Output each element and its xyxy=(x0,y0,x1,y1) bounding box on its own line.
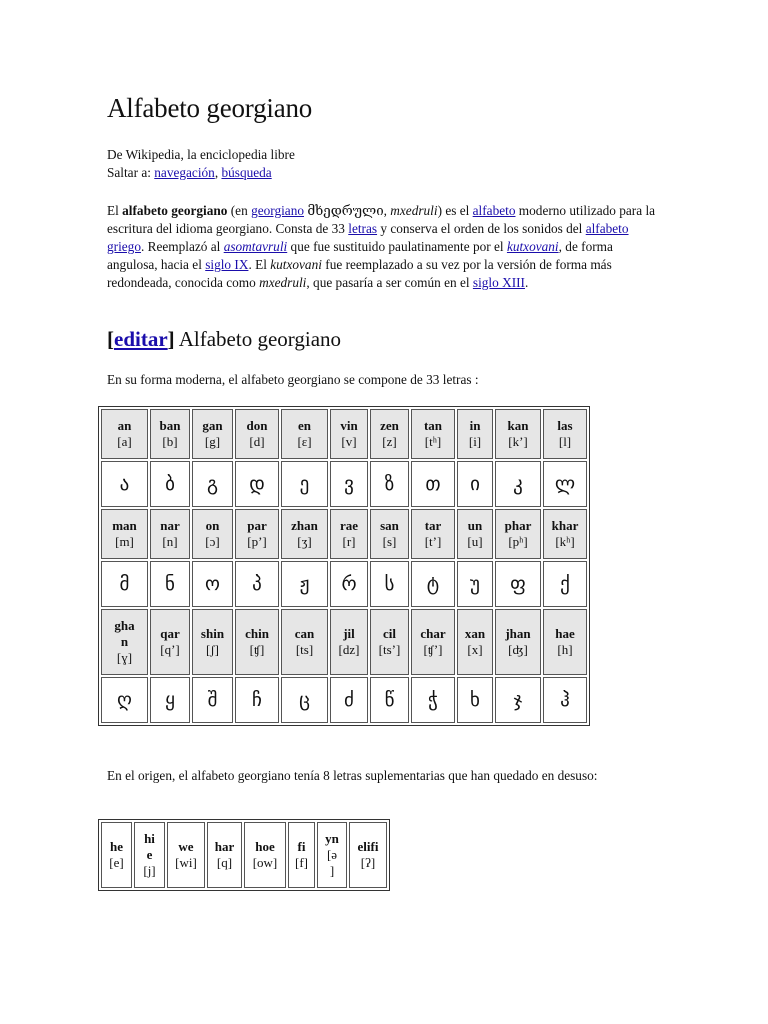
bracket-open: [ xyxy=(107,327,114,351)
section-heading xyxy=(107,327,341,352)
letter-header-cell xyxy=(543,409,587,459)
georgian-letter-glyph: რ xyxy=(330,561,368,607)
edit-section-link[interactable]: editar xyxy=(114,327,168,351)
georgian-letter-glyph: ყ xyxy=(150,677,190,723)
origin-paragraph: En el origen, el alfabeto georgiano tenía 8 letras suplementarias que han quedado en desuso: xyxy=(107,768,598,783)
intro-link[interactable]: siglo IX xyxy=(205,257,249,272)
letter-name: rae xyxy=(339,518,359,533)
intro-link[interactable]: georgiano xyxy=(251,203,304,218)
letter-name: elifi xyxy=(357,839,379,854)
page-title: Alfabeto georgiano xyxy=(107,93,313,123)
letter-ipa: [ʒ] xyxy=(297,534,312,549)
search-link[interactable]: búsqueda xyxy=(221,165,272,180)
georgian-letter-glyph: ვ xyxy=(330,461,368,507)
jump-separator: , xyxy=(214,165,222,180)
intro-italic-text: mxedruli xyxy=(259,275,307,290)
letter-header-cell xyxy=(235,509,279,559)
obsolete-letter-cell xyxy=(207,822,242,888)
letter-ipa: [g] xyxy=(204,434,221,449)
obsolete-letter-cell xyxy=(288,822,315,888)
georgian-letter-glyph: ჩ xyxy=(235,677,279,723)
georgian-letter-glyph: ს xyxy=(370,561,409,607)
letter-ipa: [ʃ] xyxy=(206,642,219,657)
intro-text: , de forma angulosa, hacia el xyxy=(107,239,613,272)
georgian-letter-glyph: გ xyxy=(192,461,233,507)
letter-name: par xyxy=(247,518,267,533)
letter-header-cell xyxy=(370,409,409,459)
letter-name: he xyxy=(110,839,123,854)
letter-name: qar xyxy=(160,626,180,641)
letter-name: xan xyxy=(464,626,486,641)
letter-header-cell xyxy=(101,609,148,675)
letter-header-cell xyxy=(457,509,493,559)
georgian-letter-glyph: წ xyxy=(370,677,409,723)
letter-header-cell xyxy=(150,609,190,675)
letter-name: nar xyxy=(160,518,180,533)
intro-link[interactable]: letras xyxy=(348,221,378,236)
georgian-letter-glyph: თ xyxy=(411,461,455,507)
letter-header-cell xyxy=(457,409,493,459)
table-row xyxy=(101,461,587,507)
jump-prefix: Saltar a: xyxy=(107,165,155,180)
letter-ipa: [ts] xyxy=(295,642,314,657)
table-row xyxy=(101,409,587,459)
intro-paragraph xyxy=(107,202,659,292)
letter-ipa: [kʼ] xyxy=(508,434,528,449)
letter-ipa: [tʰ] xyxy=(424,434,442,449)
letter-header-cell xyxy=(192,609,233,675)
section-heading-text: Alfabeto georgiano xyxy=(174,327,342,351)
georgian-letter-glyph: ქ xyxy=(543,561,587,607)
georgian-letter-glyph: ჯ xyxy=(495,677,541,723)
georgian-letter-glyph: ი xyxy=(457,461,493,507)
letter-header-cell xyxy=(411,609,455,675)
letter-name: en xyxy=(298,418,311,433)
site-tagline: De Wikipedia, la enciclopedia libre xyxy=(107,147,295,162)
letter-name: gan xyxy=(202,418,223,433)
letter-header-cell xyxy=(495,609,541,675)
letter-name: char xyxy=(420,626,446,641)
intro-link[interactable]: kutxovani xyxy=(506,239,559,254)
letter-name: in xyxy=(469,418,481,433)
letter-name: yn xyxy=(325,831,339,846)
intro-text: (en xyxy=(227,203,252,218)
letter-header-cell xyxy=(370,509,409,559)
georgian-letter-glyph: უ xyxy=(457,561,493,607)
table-row xyxy=(101,509,587,559)
letter-ipa: [ɛ] xyxy=(297,434,312,449)
letter-header-cell xyxy=(330,409,368,459)
letter-name: we xyxy=(178,839,194,854)
table-row xyxy=(101,677,587,723)
letter-name: ban xyxy=(159,418,181,433)
table-row xyxy=(101,822,387,888)
obsolete-letter-cell xyxy=(349,822,387,888)
georgian-letter-glyph: ზ xyxy=(370,461,409,507)
letter-header-cell xyxy=(543,609,587,675)
letter-name: vin xyxy=(340,418,358,433)
letter-ipa: [ʔ] xyxy=(360,855,376,870)
navigation-link[interactable]: navegación xyxy=(154,165,215,180)
georgian-letter-glyph: ტ xyxy=(411,561,455,607)
intro-text: ) es el xyxy=(437,203,473,218)
letter-name: cil xyxy=(383,626,396,641)
letter-ipa: [dz] xyxy=(338,642,360,657)
georgian-letter-glyph: კ xyxy=(495,461,541,507)
letter-ipa: [r] xyxy=(342,534,356,549)
georgian-letter-glyph: ფ xyxy=(495,561,541,607)
letter-name: las xyxy=(557,418,573,433)
letter-name: san xyxy=(380,518,399,533)
letter-ipa: [l] xyxy=(558,434,572,449)
letter-name: shin xyxy=(200,626,225,641)
letter-ipa: [ʧʼ] xyxy=(423,642,443,657)
letter-name: man xyxy=(112,518,137,533)
letter-name: hi e xyxy=(144,831,155,862)
letter-ipa: [i] xyxy=(468,434,482,449)
letter-name: fi xyxy=(297,839,306,854)
letter-ipa: [u] xyxy=(467,534,483,549)
letter-header-cell xyxy=(235,609,279,675)
georgian-letter-glyph: ღ xyxy=(101,677,148,723)
letter-name: zhan xyxy=(291,518,318,533)
intro-text: fue reemplazado a su vez por la versión de forma más redondeada, conocida como xyxy=(107,257,612,290)
letter-name: jhan xyxy=(505,626,531,641)
letter-ipa: [f] xyxy=(295,855,308,870)
obsolete-letters-table xyxy=(98,819,390,891)
intro-italic-text: mxedruli xyxy=(390,203,438,218)
intro-link[interactable]: alfabeto xyxy=(472,203,516,218)
letter-ipa: [v] xyxy=(341,434,357,449)
letter-ipa: [qʼ] xyxy=(160,642,180,657)
letter-name: can xyxy=(294,626,315,641)
letter-header-cell xyxy=(192,509,233,559)
letter-name: phar xyxy=(504,518,532,533)
georgian-letter-glyph: ხ xyxy=(457,677,493,723)
georgian-letter-glyph: ო xyxy=(192,561,233,607)
letter-name: hae xyxy=(555,626,575,641)
georgian-letter-glyph: ლ xyxy=(543,461,587,507)
letter-ipa: [x] xyxy=(467,642,483,657)
obsolete-letter-cell xyxy=(317,822,347,888)
letter-ipa: [j] xyxy=(143,863,156,878)
letter-ipa: [tsʼ] xyxy=(378,642,401,657)
letter-name: jil xyxy=(343,626,355,641)
modern-alphabet-paragraph: En su forma moderna, el alfabeto georgiano se compone de 33 letras : xyxy=(107,372,479,387)
letter-header-cell xyxy=(457,609,493,675)
intro-text: y conserva el orden de los sonidos del xyxy=(377,221,586,236)
letter-header-cell xyxy=(543,509,587,559)
letter-ipa: [ʤ] xyxy=(508,642,528,657)
georgian-letter-glyph: შ xyxy=(192,677,233,723)
obsolete-letter-cell xyxy=(101,822,132,888)
table-row xyxy=(101,561,587,607)
letter-header-cell xyxy=(495,409,541,459)
georgian-letter-glyph: მ xyxy=(101,561,148,607)
intro-text: El xyxy=(107,203,123,218)
georgian-letter-glyph: ჭ xyxy=(411,677,455,723)
letter-name: khar xyxy=(551,518,579,533)
georgian-letter-glyph: ბ xyxy=(150,461,190,507)
letter-header-cell xyxy=(330,509,368,559)
subtitle-block xyxy=(107,146,667,182)
letter-ipa: [tʼ] xyxy=(424,534,442,549)
letter-name: hoe xyxy=(255,839,275,854)
letter-ipa: [ɔ] xyxy=(205,534,220,549)
bracket-close: ] xyxy=(167,327,175,351)
letter-ipa: [z] xyxy=(382,434,397,449)
letter-name: gha n xyxy=(114,618,135,649)
letter-header-cell xyxy=(370,609,409,675)
letter-name: on xyxy=(205,518,220,533)
letter-header-cell xyxy=(150,509,190,559)
intro-text: . Reemplazó al xyxy=(140,239,224,254)
letter-ipa: [n] xyxy=(162,534,178,549)
georgian-letter-glyph: ძ xyxy=(330,677,368,723)
intro-text: მხედრული, xyxy=(304,203,391,218)
letter-header-cell xyxy=(101,409,148,459)
intro-italic-text: kutxovani xyxy=(270,257,322,272)
georgian-letter-glyph: ჰ xyxy=(543,677,587,723)
letter-header-cell xyxy=(281,409,328,459)
letter-ipa: [pʰ] xyxy=(508,534,528,549)
obsolete-letter-cell xyxy=(244,822,286,888)
jump-links xyxy=(107,164,667,182)
letter-ipa: [ow] xyxy=(252,855,278,870)
letter-name: kan xyxy=(507,418,529,433)
letter-ipa: [kʰ] xyxy=(555,534,575,549)
georgian-letter-glyph: დ xyxy=(235,461,279,507)
letter-header-cell xyxy=(495,509,541,559)
letter-ipa: [d] xyxy=(249,434,265,449)
letter-ipa: [h] xyxy=(557,642,573,657)
intro-text: . El xyxy=(248,257,271,272)
georgian-letter-glyph: ე xyxy=(281,461,328,507)
letter-ipa: [pʼ] xyxy=(247,534,267,549)
letter-ipa: [s] xyxy=(382,534,397,549)
letter-header-cell xyxy=(235,409,279,459)
modern-alphabet-table xyxy=(98,406,590,726)
letter-name: chin xyxy=(245,626,269,641)
obsolete-letter-cell xyxy=(134,822,165,888)
letter-name: zen xyxy=(380,418,399,433)
letter-header-cell xyxy=(281,509,328,559)
intro-bold-text: alfabeto georgiano xyxy=(122,203,228,218)
letter-name: don xyxy=(246,418,268,433)
letter-ipa: [a] xyxy=(117,434,132,449)
letter-ipa: [q] xyxy=(216,855,233,870)
letter-header-cell xyxy=(192,409,233,459)
letter-name: har xyxy=(214,839,235,854)
intro-text: . xyxy=(524,275,529,290)
letter-ipa: [e] xyxy=(109,855,124,870)
letter-ipa: [ʧ] xyxy=(249,642,265,657)
letter-header-cell xyxy=(150,409,190,459)
table-row xyxy=(101,609,587,675)
letter-header-cell xyxy=(411,409,455,459)
georgian-letter-glyph: პ xyxy=(235,561,279,607)
intro-link[interactable]: siglo XIII xyxy=(472,275,525,290)
georgian-letter-glyph: ც xyxy=(281,677,328,723)
letter-name: tan xyxy=(423,418,443,433)
letter-name: an xyxy=(117,418,132,433)
georgian-letter-glyph: ა xyxy=(101,461,148,507)
letter-header-cell xyxy=(281,609,328,675)
letter-name: tar xyxy=(424,518,442,533)
letter-ipa: [ɣ] xyxy=(116,650,133,665)
letter-ipa: [ə ] xyxy=(326,847,338,878)
intro-text: moderno utilizado para la escritura del idioma georgiano. Consta de 33 xyxy=(107,203,656,236)
intro-link[interactable]: asomtavruli xyxy=(223,239,288,254)
letter-ipa: [b] xyxy=(162,434,178,449)
obsolete-letter-cell xyxy=(167,822,205,888)
letter-ipa: [wi] xyxy=(175,855,197,870)
letter-header-cell xyxy=(330,609,368,675)
georgian-letter-glyph: ნ xyxy=(150,561,190,607)
letter-name: un xyxy=(467,518,483,533)
intro-link[interactable]: alfabeto griego xyxy=(107,221,629,254)
letter-header-cell xyxy=(411,509,455,559)
georgian-letter-glyph: ჟ xyxy=(281,561,328,607)
intro-text: que fue sustituido paulatinamente por el xyxy=(287,239,507,254)
letter-ipa: [m] xyxy=(115,534,134,549)
intro-text: , que pasaría a ser común en el xyxy=(306,275,473,290)
letter-header-cell xyxy=(101,509,148,559)
